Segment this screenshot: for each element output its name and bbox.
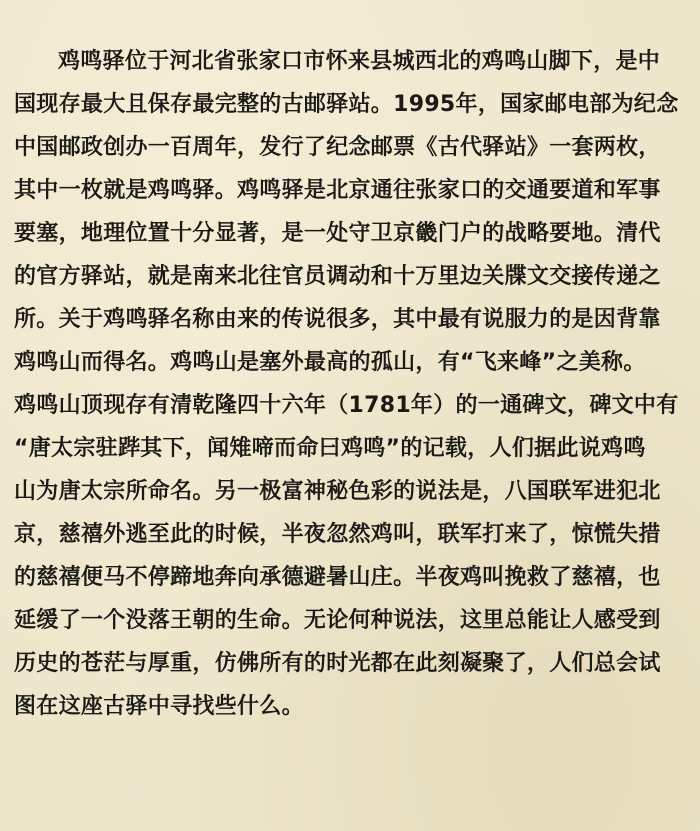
text-line: “唐太宗驻跸其下，闻雉啼而命曰鸡鸣”的记载，人们据此说鸡鸣 <box>14 436 646 461</box>
text-line: 鸡鸣驿位于河北省张家口市怀来县城西北的鸡鸣山脚下，是中 <box>58 49 661 74</box>
text-line: 其中一枚就是鸡鸣驿。鸡鸣驿是北京通往张家口的交通要道和军事 <box>14 178 661 203</box>
text-line: 鸡鸣山而得名。鸡鸣山是塞外最高的孤山，有“飞来峰”之美称。 <box>14 350 646 375</box>
text-line: 中国邮政创办一百周年，发行了纪念邮票《古代驿站》一套两枚， <box>14 135 661 160</box>
text-line: 要塞，地理位置十分显著，是一处守卫京畿门户的战略要地。清代 <box>14 221 661 246</box>
text-line: 的慈禧便马不停蹄地奔向承德避暑山庄。半夜鸡叫挽救了慈禧，也 <box>14 565 661 590</box>
text-line: 鸡鸣山顶现存有清乾隆四十六年（1781年）的一通碑文，碑文中有 <box>14 393 679 418</box>
text-line: 图在这座古驿中寻找些什么。 <box>14 694 304 719</box>
text-line: 延缓了一个没落王朝的生命。无论何种说法，这里总能让人感受到 <box>14 608 661 633</box>
text-line: 国现存最大且保存最完整的古邮驿站。1995年，国家邮电部为纪念 <box>14 92 679 117</box>
text-line: 的官方驿站，就是南来北往官员调动和十万里边关牒文交接传递之 <box>14 264 661 289</box>
text-line: 山为唐太宗所命名。另一极富神秘色彩的说法是，八国联军进犯北 <box>14 479 661 504</box>
text-line: 所。关于鸡鸣驿名称由来的传说很多，其中最有说服力的是因背靠 <box>14 307 661 332</box>
text-line: 历史的苍茫与厚重，仿佛所有的时光都在此刻凝聚了，人们总会试 <box>14 651 661 676</box>
text-line: 京，慈禧外逃至此的时候，半夜忽然鸡叫，联军打来了，惊慌失措 <box>14 522 661 547</box>
article-paragraph <box>14 40 686 728</box>
